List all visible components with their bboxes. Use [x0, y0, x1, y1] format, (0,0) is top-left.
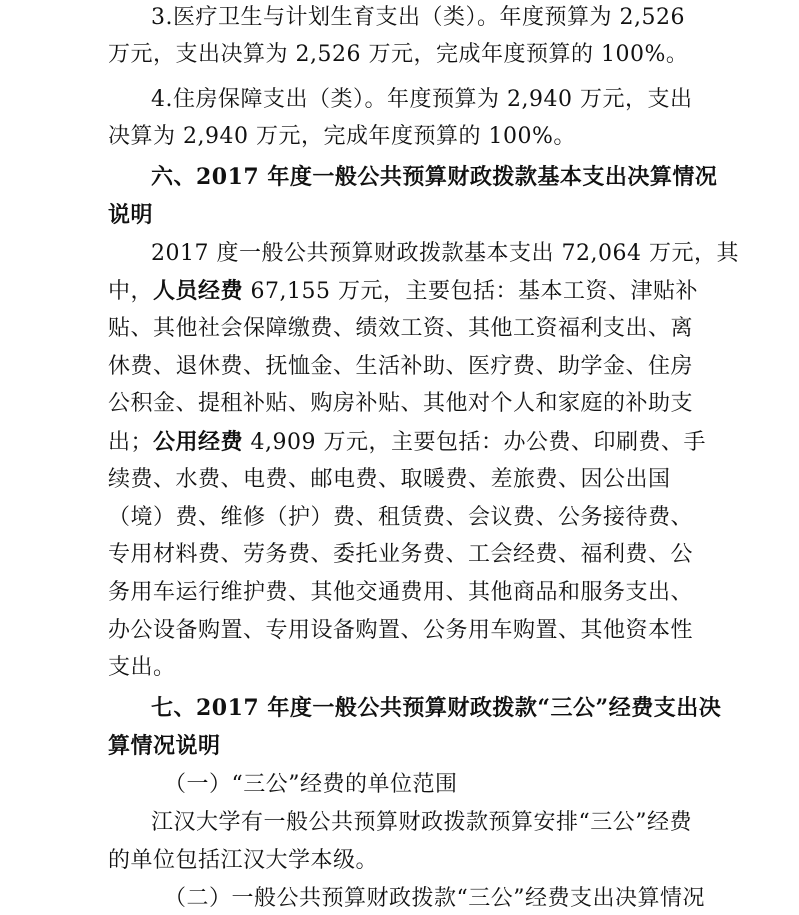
paragraph-line: 支出。 — [108, 655, 176, 680]
paragraph-line: （境）费、维修（护）费、租赁费、会议费、公务接待费、 — [108, 505, 694, 530]
paragraph-line: 专用材料费、劳务费、委托业务费、工会经费、福利费、公 — [108, 542, 694, 567]
text-span: 67,155 万元，主要包括：基本工资、津贴补 — [243, 279, 698, 304]
paragraph-line: 4.住房保障支出（类）。年度预算为 2,940 万元，支出 — [151, 87, 693, 112]
paragraph-line: 贴、其他社会保障缴费、绩效工资、其他工资福利支出、离 — [108, 316, 694, 341]
section-heading: 算情况说明 — [108, 733, 221, 759]
paragraph-line: 公积金、提租补贴、购房补贴、其他对个人和家庭的补助支 — [108, 391, 694, 416]
paragraph-line: 的单位包括江汉大学本级。 — [108, 848, 379, 873]
text-span: 中， — [108, 279, 154, 304]
paragraph-line: 2017 度一般公共预算财政拨款基本支出 72,064 万元，其 — [151, 241, 739, 266]
paragraph-line: 决算为 2,940 万元，完成年度预算的 100%。 — [108, 124, 576, 149]
paragraph-line — [108, 428, 706, 457]
paragraph-line: 3.医疗卫生与计划生育支出（类）。年度预算为 2,526 — [151, 5, 685, 30]
subsection-heading: （二）一般公共预算财政拨款“三公”经费支出决算情况 — [164, 886, 705, 911]
paragraph-line: 休费、退休费、抚恤金、生活补助、医疗费、助学金、住房 — [108, 354, 694, 379]
text-span: 出； — [108, 430, 154, 455]
paragraph-line — [108, 277, 698, 306]
keyword-public-expenses: 公用经费 — [153, 429, 244, 455]
paragraph-line: 务用车运行维护费、其他交通费用、其他商品和服务支出、 — [108, 580, 694, 605]
keyword-personnel-expenses: 人员经费 — [153, 278, 244, 304]
paragraph-line: 续费、水费、电费、邮电费、取暖费、差旅费、因公出国 — [108, 467, 671, 492]
paragraph-line: 万元，支出决算为 2,526 万元，完成年度预算的 100%。 — [108, 42, 689, 67]
paragraph-line: 办公设备购置、专用设备购置、公务用车购置、其他资本性 — [108, 618, 694, 643]
section-heading: 六、2017 年度一般公共预算财政拨款基本支出决算情况 — [151, 164, 718, 190]
subsection-heading: （一）“三公”经费的单位范围 — [164, 772, 458, 797]
section-heading: 说明 — [108, 202, 154, 228]
text-span: 4,909 万元，主要包括：办公费、印刷费、手 — [243, 430, 707, 455]
section-heading: 七、2017 年度一般公共预算财政拨款“三公”经费支出决 — [151, 695, 722, 721]
paragraph-line: 江汉大学有一般公共预算财政拨款预算安排“三公”经费 — [151, 810, 692, 835]
